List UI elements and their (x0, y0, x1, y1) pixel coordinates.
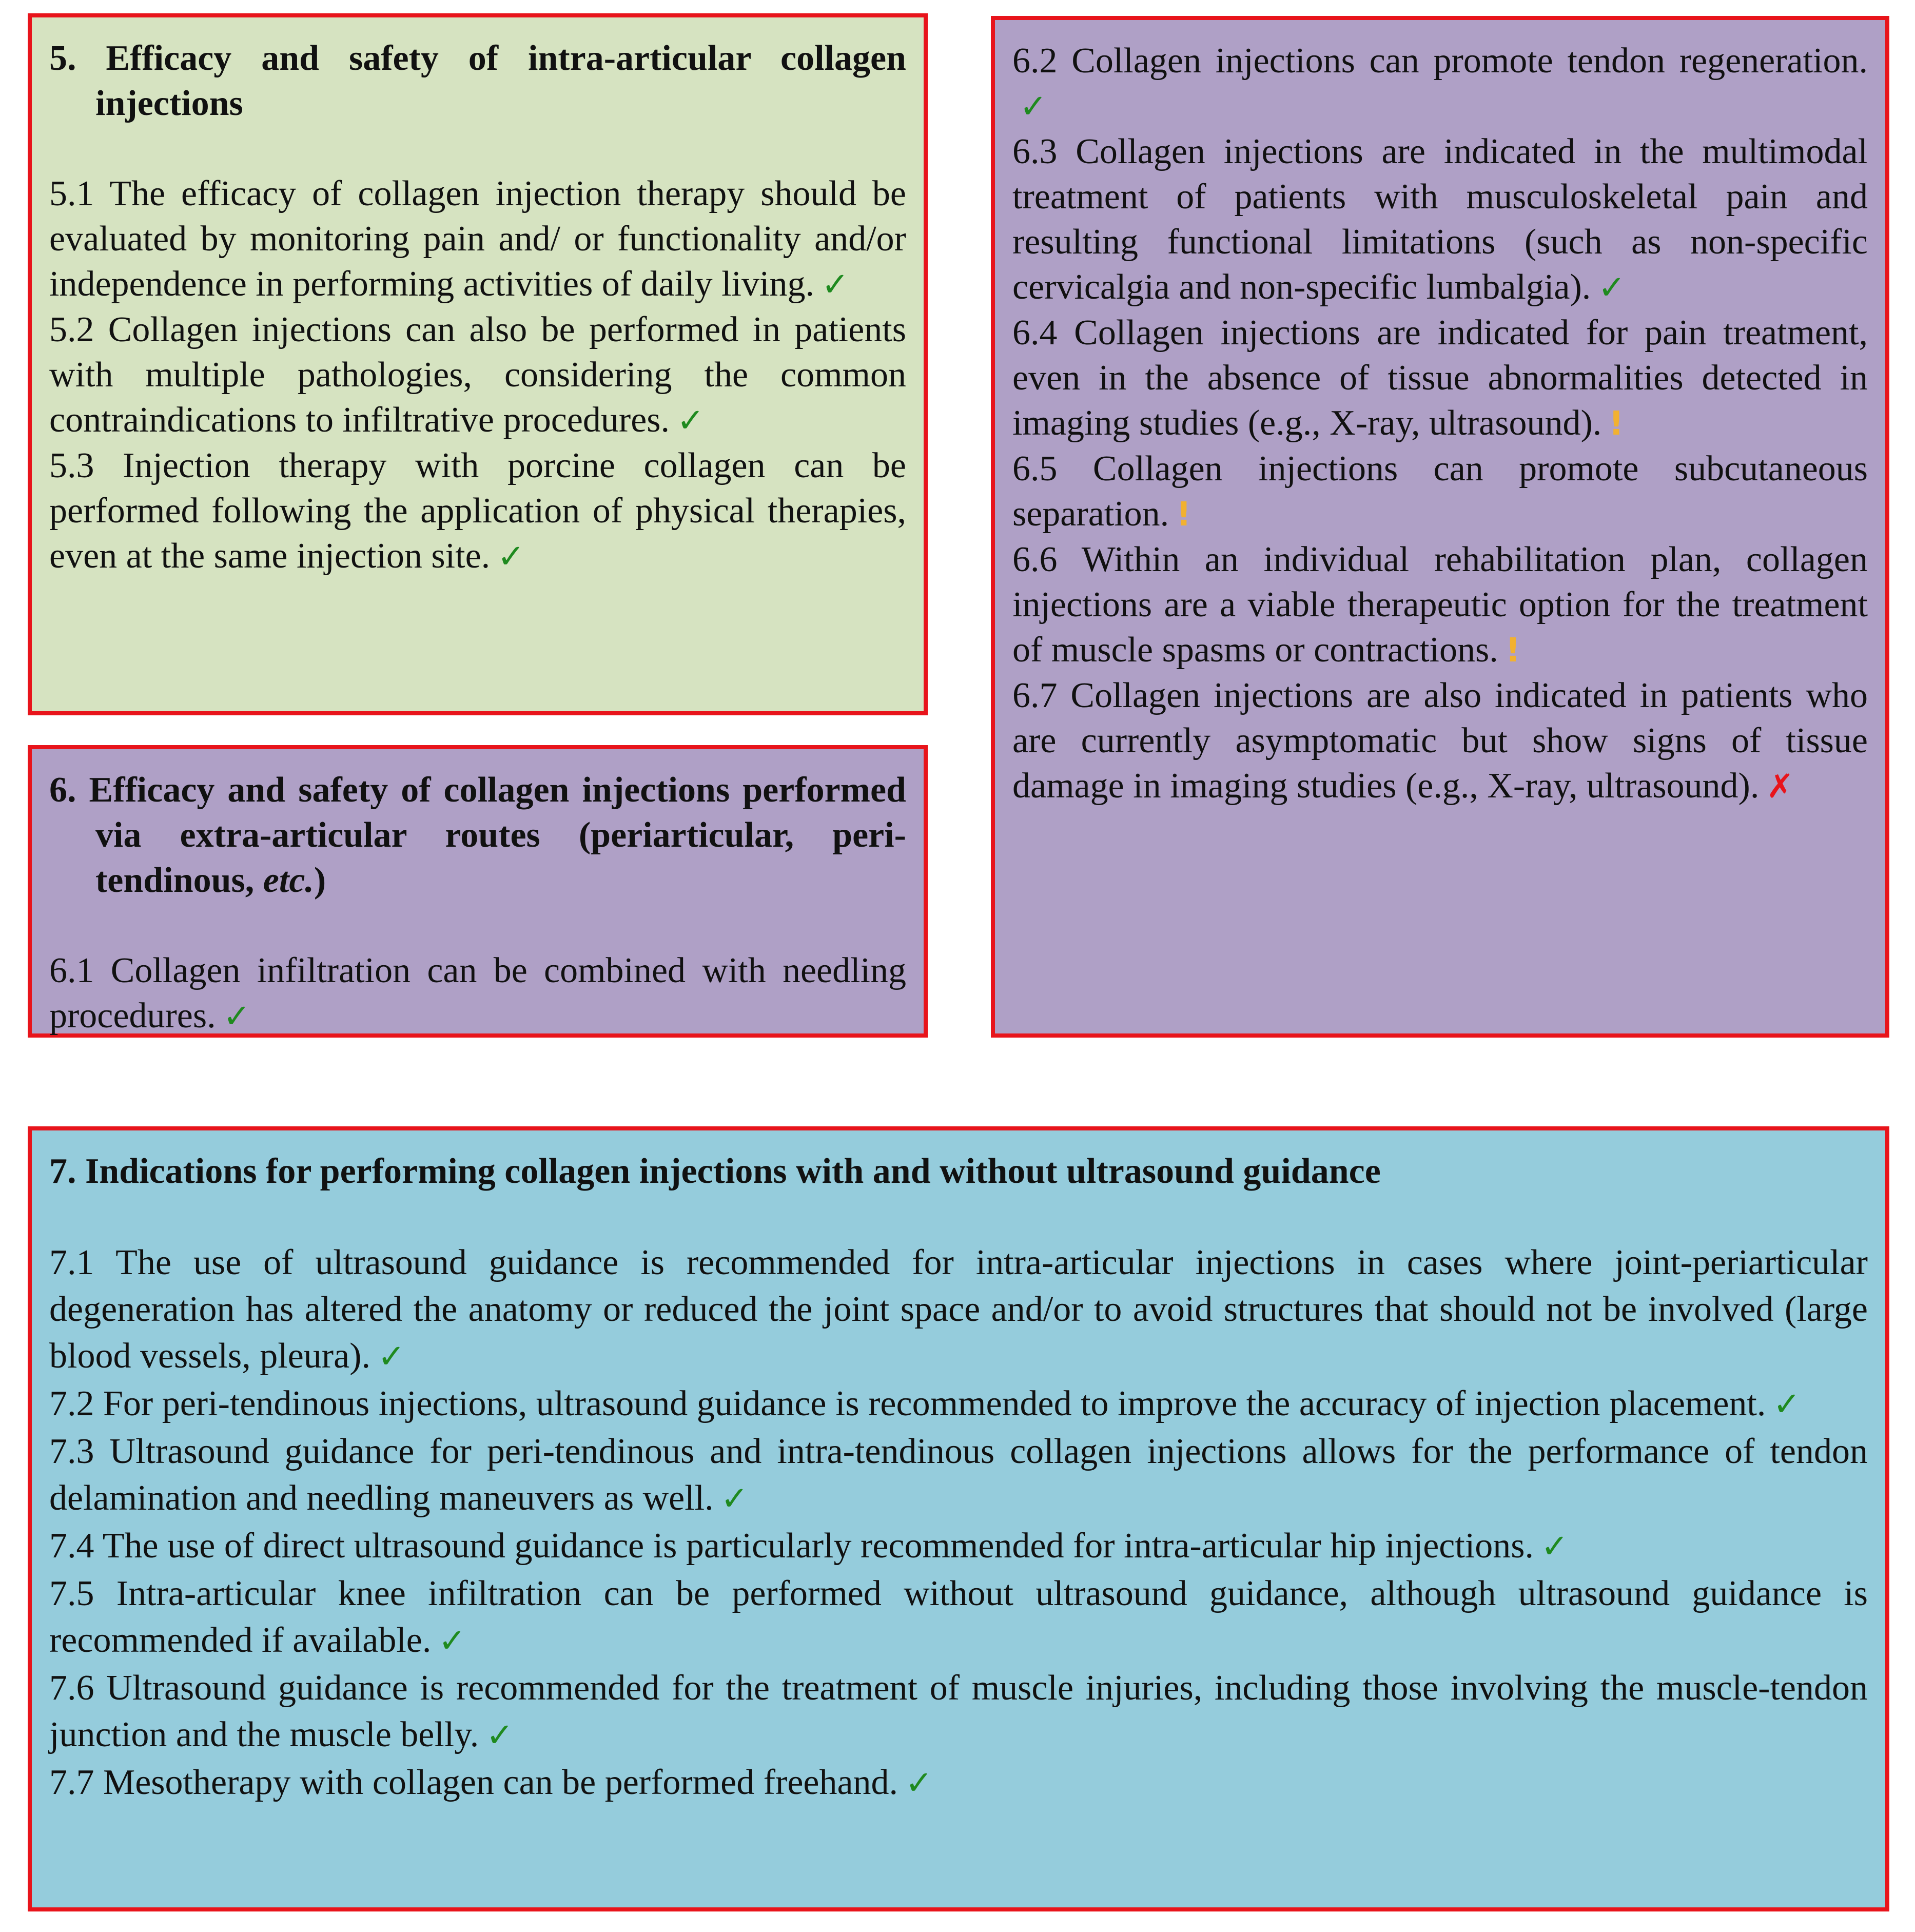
item-text: 6.5 Collagen injections can promote subcutaneous separation. (1012, 449, 1868, 534)
check-icon: ✓ (497, 538, 525, 576)
check-icon: ✓ (377, 1338, 405, 1376)
section-6-box (28, 745, 928, 1038)
check-icon: ✓ (821, 266, 849, 304)
item-5-2 (49, 307, 906, 443)
item-text: 7.6 Ultrasound guidance is recommended for the treatment of muscle injuries, including those involving the muscle-tendon junction and the muscle belly. (49, 1668, 1868, 1754)
item-text: 7.2 For peri-tendinous injections, ultrasound guidance is recommended to improve the accuracy of injection placement. (49, 1384, 1766, 1423)
item-7-7 (49, 1759, 1868, 1807)
check-icon: ✓ (677, 402, 705, 440)
item-6-3 (1012, 129, 1868, 310)
check-icon: ✓ (486, 1716, 514, 1754)
item-6-4 (1012, 310, 1868, 446)
section-6-heading-italic: etc. (263, 861, 314, 900)
item-text: 7.5 Intra-articular knee infiltration can be performed without ultrasound guidance, although ultrasound guidance is recommended if available. (49, 1574, 1868, 1660)
item-text: 7.4 The use of direct ultrasound guidance is particularly recommended for intra-articular hip injections. (49, 1526, 1534, 1566)
item-text: 6.2 Collagen injections can promote tendon regeneration. (1012, 41, 1868, 81)
item-text: 6.3 Collagen injections are indicated in the multimodal treatment of patients with musculoskeletal pain and resulting functional limitations (such as non-specific cervicalgia and non-specific lumbalgia). (1012, 132, 1868, 307)
section-6-heading-end: ) (314, 861, 326, 900)
section-6-continued-box (991, 16, 1889, 1038)
item-text: 6.6 Within an individual rehabilitation plan, collagen injections are a viable therapeutic option for the treatment of muscle spasms or contractions. (1012, 540, 1868, 670)
warning-icon: ! (1176, 496, 1191, 534)
item-6-2 (1012, 38, 1868, 129)
item-5-3 (49, 443, 906, 579)
section-6-heading-text: 6. Efficacy and safety of collagen injections performed via extra-articular routes (periarticular, peri-tendinous, (49, 770, 906, 900)
item-text: 5.3 Injection therapy with porcine collagen can be performed following the application of physical therapies, even at the same injection site. (49, 446, 906, 576)
item-7-5 (49, 1570, 1868, 1665)
check-icon: ✓ (1773, 1385, 1801, 1423)
item-6-6 (1012, 537, 1868, 673)
item-text: 6.7 Collagen injections are also indicated in patients who are currently asymptomatic but show signs of tissue damage in imaging studies (e.g., X-ray, ultrasound). (1012, 676, 1868, 806)
section-5-heading: 5. Efficacy and safety of intra-articular collagen injections (49, 38, 906, 123)
item-text: 6.4 Collagen injections are indicated for pain treatment, even in the absence of tissue abnormalities detected in imaging studies (e.g., X-ray, ultrasound). (1012, 313, 1868, 443)
item-6-5 (1012, 446, 1868, 537)
item-7-4 (49, 1523, 1868, 1570)
check-icon: ✓ (438, 1622, 466, 1660)
item-text: 7.1 The use of ultrasound guidance is recommended for intra-articular injections in cases where joint-periarticular degeneration has altered the anatomy or reduced the joint space and/or to avoid structures that should not be involved (large blood vessels, pleura). (49, 1243, 1868, 1376)
item-5-1 (49, 171, 906, 307)
warning-icon: ! (1609, 405, 1624, 443)
item-text: 5.1 The efficacy of collagen injection therapy should be evaluated by monitoring pain and/ or functionality and/or independence in performing activities of daily living. (49, 174, 906, 304)
cross-icon: ✗ (1766, 768, 1794, 806)
section-7-box (28, 1126, 1889, 1911)
item-6-1 (49, 948, 906, 1039)
check-icon: ✓ (720, 1480, 749, 1518)
check-icon: ✓ (223, 998, 251, 1036)
warning-icon: ! (1505, 632, 1520, 670)
item-text: 5.2 Collagen injections can also be performed in patients with multiple pathologies, considering the common contraindications to infiltrative procedures. (49, 310, 906, 440)
item-text: 7.7 Mesotherapy with collagen can be performed freehand. (49, 1763, 898, 1802)
section-6-heading (49, 768, 906, 903)
check-icon: ✓ (1020, 88, 1047, 126)
item-7-2 (49, 1380, 1868, 1428)
section-5-box (28, 13, 928, 715)
section-7-heading: 7. Indications for performing collagen injections with and without ultrasound guidance (49, 1152, 1381, 1191)
item-7-3 (49, 1428, 1868, 1523)
check-icon: ✓ (1541, 1528, 1569, 1566)
check-icon: ✓ (905, 1764, 933, 1802)
item-text: 7.3 Ultrasound guidance for peri-tendinous and intra-tendinous collagen injections allows for the performance of tendon delamination and needling maneuvers as well. (49, 1432, 1868, 1518)
item-7-1 (49, 1239, 1868, 1380)
check-icon: ✓ (1598, 269, 1626, 307)
item-7-6 (49, 1665, 1868, 1759)
item-text: 6.1 Collagen infiltration can be combined with needling procedures. (49, 951, 906, 1036)
item-6-7 (1012, 673, 1868, 809)
